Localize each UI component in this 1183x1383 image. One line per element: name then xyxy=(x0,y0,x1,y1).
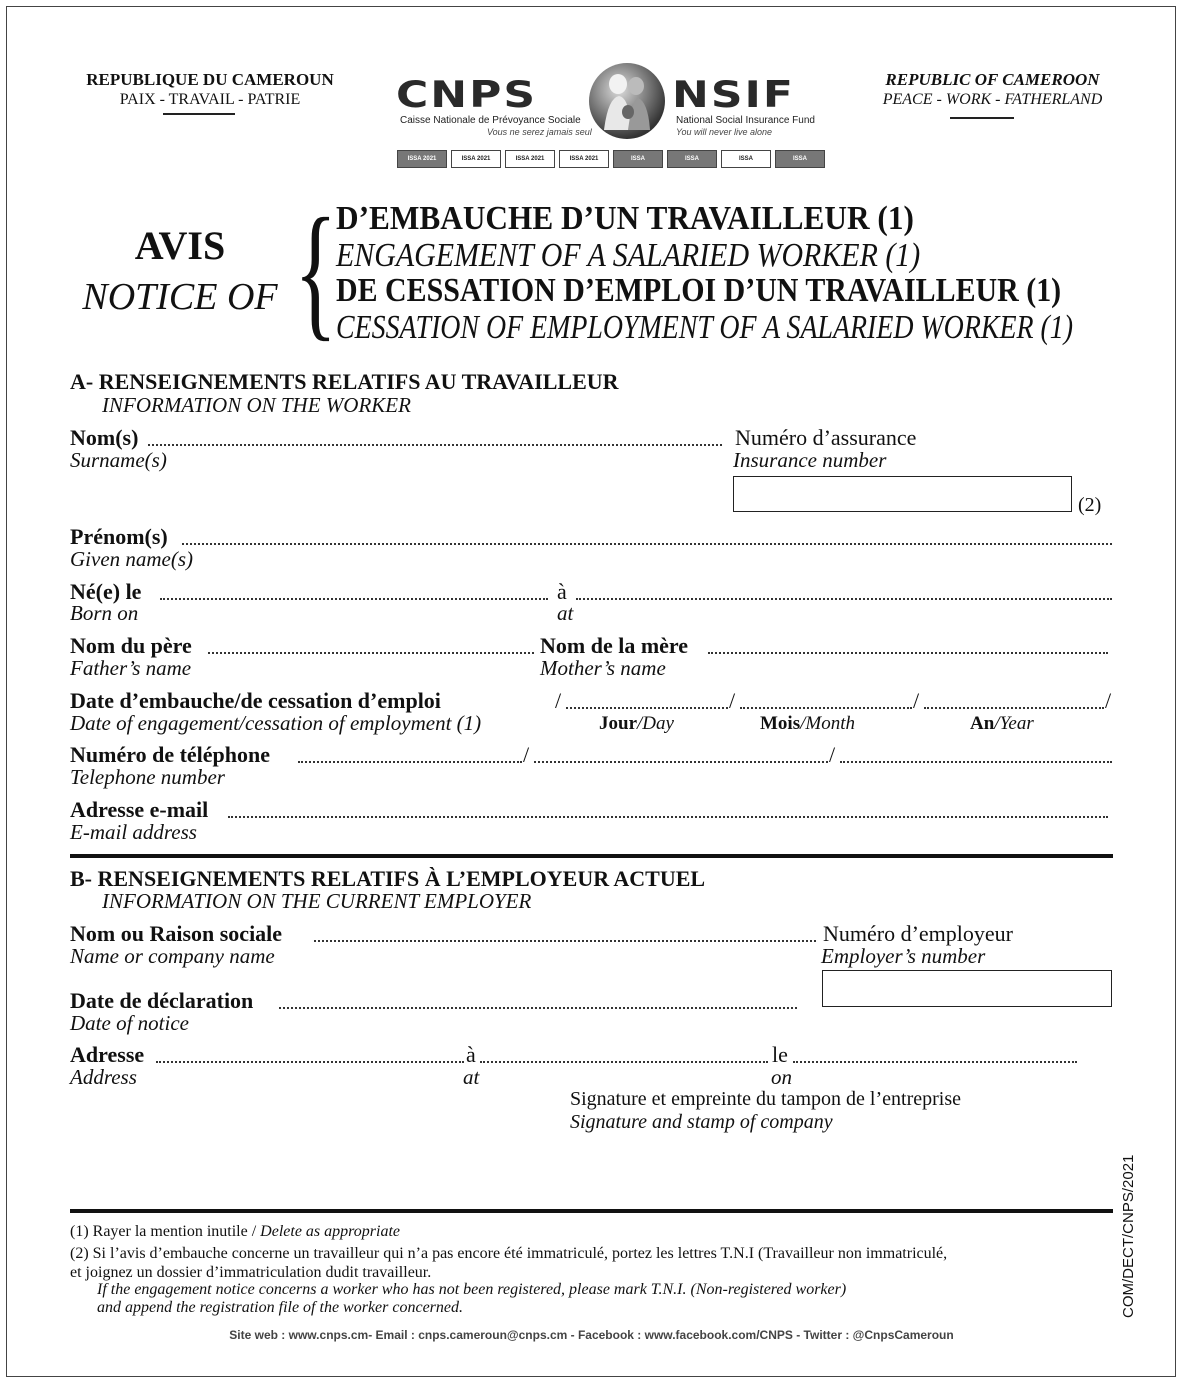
title-avis: AVIS xyxy=(134,223,226,268)
issa-badge: ISSA xyxy=(721,150,771,168)
date-slash: / xyxy=(1105,688,1112,713)
section-b-subtitle: INFORMATION ON THE CURRENT EMPLOYER xyxy=(102,889,532,913)
day-label-fr: Jour xyxy=(599,713,637,734)
address-at-label: à xyxy=(466,1042,476,1067)
address-date-field[interactable] xyxy=(793,1061,1077,1063)
address-on-label-en: on xyxy=(771,1065,792,1089)
divider xyxy=(950,117,1014,119)
phone-label: Numéro de téléphone xyxy=(70,742,271,767)
form-reference-code: COM/DECT/CNPS/2021 xyxy=(1120,1154,1137,1318)
section-b-title: B- RENSEIGNEMENTS RELATIFS À L’EMPLOYEUR ACTUEL xyxy=(70,866,706,891)
email-field[interactable] xyxy=(228,816,1108,818)
certification-badges xyxy=(397,150,825,168)
given-name-label-en: Given name(s) xyxy=(70,547,194,571)
year-field[interactable] xyxy=(924,707,1104,709)
mother-label-en: Mother’s name xyxy=(540,656,666,680)
phone-field-1[interactable] xyxy=(298,761,522,763)
title-brace: { xyxy=(294,188,338,354)
surname-label: Nom(s) xyxy=(70,425,139,450)
year-label xyxy=(970,713,1034,735)
month-label-fr: Mois xyxy=(760,713,801,734)
date-slash: / xyxy=(729,688,736,713)
section-a-title: A- RENSEIGNEMENTS RELATIFS AU TRAVAILLEUR xyxy=(70,369,619,394)
phone-field-3[interactable] xyxy=(840,761,1112,763)
date-slash: / xyxy=(555,688,562,713)
footnote-1-en: Delete as appropriate xyxy=(260,1223,400,1240)
address-label-en: Address xyxy=(70,1065,137,1089)
footnote-2-line-1: (2) Si l’avis d’embauche concerne un travailleur qui n’a pas encore été immatriculé, portez les lettres T.N.I (Travailleur non immatriculé, xyxy=(70,1245,948,1262)
date-slash: / xyxy=(913,688,920,713)
address-label: Adresse xyxy=(70,1042,145,1067)
month-label-en: /Month xyxy=(800,713,855,734)
title-line-2: ENGAGEMENT OF A SALARIED WORKER (1) xyxy=(336,237,921,274)
surname-field[interactable] xyxy=(148,444,722,446)
contact-info: Site web : www.cnps.cm- Email : cnps.cameroun@cnps.cm - Facebook : www.facebook.com/CNPS - Twitter : @CnpsCameroun xyxy=(229,1328,954,1342)
father-label: Nom du père xyxy=(70,633,192,658)
title-line-4: CESSATION OF EMPLOYMENT OF A SALARIED WORKER (1) xyxy=(336,309,1073,346)
mother-name-field[interactable] xyxy=(708,652,1108,654)
issa-badge: ISSA 2021 xyxy=(505,150,555,168)
declaration-date-label-en: Date of notice xyxy=(70,1011,189,1035)
signature-area[interactable] xyxy=(570,1136,1090,1206)
insurance-label-en: Insurance number xyxy=(733,448,887,472)
given-name-field[interactable] xyxy=(182,543,1112,545)
motto-fr: PAIX - TRAVAIL - PATRIE xyxy=(119,91,301,108)
footnote-2-line-2: et joignez un dossier d’immatriculation dudit travailleur. xyxy=(70,1264,432,1281)
surname-label-en: Surname(s) xyxy=(70,448,167,472)
title-line-3: DE CESSATION D’EMPLOI D’UN TRAVAILLEUR (1) xyxy=(336,272,1062,309)
month-field[interactable] xyxy=(740,707,912,709)
phone-slash: / xyxy=(523,742,530,767)
footer-divider xyxy=(70,1209,1113,1213)
engagement-date-label: Date d’embauche/de cessation d’emploi xyxy=(70,688,441,713)
footnote-2-en-line-1: If the engagement notice concerns a worker who has not been registered, please mark T.N.I. (Non-registered worker) xyxy=(97,1281,847,1298)
company-name-field[interactable] xyxy=(314,940,816,942)
declaration-date-label: Date de déclaration xyxy=(70,988,254,1013)
address-at-label-en: at xyxy=(463,1065,480,1089)
issa-badge: ISSA xyxy=(775,150,825,168)
employer-number-input[interactable] xyxy=(822,970,1112,1007)
month-label xyxy=(760,713,855,735)
divider xyxy=(163,113,235,115)
employer-number-label: Numéro d’employeur xyxy=(823,921,1013,946)
footnote-1 xyxy=(70,1222,400,1241)
issa-badge: ISSA 2021 xyxy=(397,150,447,168)
footnote-2-en-line-2: and append the registration file of the worker concerned. xyxy=(97,1299,464,1316)
logo-left-name: Caisse Nationale de Prévoyance Sociale xyxy=(400,115,581,126)
mother-label: Nom de la mère xyxy=(540,633,689,658)
insurance-label: Numéro d’assurance xyxy=(735,425,917,450)
father-name-field[interactable] xyxy=(208,652,534,654)
father-label-en: Father’s name xyxy=(70,656,192,680)
address-place-field[interactable] xyxy=(480,1061,768,1063)
year-label-en: /Year xyxy=(994,713,1034,734)
company-label-en: Name or company name xyxy=(70,944,275,968)
email-label: Adresse e-mail xyxy=(70,797,209,822)
declaration-date-field[interactable] xyxy=(279,1007,797,1009)
title-line-1: D’EMBAUCHE D’UN TRAVAILLEUR (1) xyxy=(336,200,914,237)
born-label: Né(e) le xyxy=(70,579,142,604)
company-label: Nom ou Raison sociale xyxy=(70,921,283,946)
insurance-number-input[interactable] xyxy=(733,476,1072,512)
motto-en: PEACE - WORK - FATHERLAND xyxy=(882,91,1103,108)
country-en: REPUBLIC OF CAMEROON xyxy=(885,70,1100,89)
section-divider xyxy=(70,854,1113,858)
signature-label: Signature et empreinte du tampon de l’entreprise xyxy=(570,1088,961,1110)
day-label-en: /Day xyxy=(637,713,674,734)
signature-label-en: Signature and stamp of company xyxy=(570,1111,833,1133)
birth-place-field[interactable] xyxy=(576,598,1112,600)
address-on-label: le xyxy=(772,1042,788,1067)
engagement-date-label-en: Date of engagement/cessation of employment (1) xyxy=(70,711,482,735)
phone-label-en: Telephone number xyxy=(70,765,225,789)
insurance-note: (2) xyxy=(1078,494,1102,516)
footnote-1-fr: (1) Rayer la mention inutile / xyxy=(70,1223,261,1240)
family-emblem-icon xyxy=(586,60,668,142)
day-field[interactable] xyxy=(566,707,728,709)
issa-badge: ISSA xyxy=(613,150,663,168)
logo-nsif-word: NSIF xyxy=(672,74,795,116)
phone-slash: / xyxy=(829,742,836,767)
employer-number-label-en: Employer’s number xyxy=(821,944,986,968)
phone-field-2[interactable] xyxy=(534,761,828,763)
issa-badge: ISSA 2021 xyxy=(451,150,501,168)
logo-cnps-word: CNPS xyxy=(396,74,538,116)
logo-right-slogan: You will never live alone xyxy=(676,127,773,137)
title-notice-of: NOTICE OF xyxy=(82,276,278,318)
day-label xyxy=(599,713,674,735)
year-label-fr: An xyxy=(970,713,995,734)
email-label-en: E-mail address xyxy=(70,820,197,844)
born-at-label: à xyxy=(557,579,567,604)
birth-date-field[interactable] xyxy=(160,598,548,600)
logo-right-name: National Social Insurance Fund xyxy=(676,115,815,126)
section-a-subtitle: INFORMATION ON THE WORKER xyxy=(102,393,411,417)
given-name-label: Prénom(s) xyxy=(70,524,168,549)
born-at-label-en: at xyxy=(557,601,574,625)
logo-left-slogan: Vous ne serez jamais seul xyxy=(487,127,592,137)
issa-badge: ISSA xyxy=(667,150,717,168)
country-fr: REPUBLIQUE DU CAMEROUN xyxy=(86,70,334,89)
issa-badge: ISSA 2021 xyxy=(559,150,609,168)
address-field[interactable] xyxy=(156,1061,464,1063)
born-label-en: Born on xyxy=(70,601,139,625)
